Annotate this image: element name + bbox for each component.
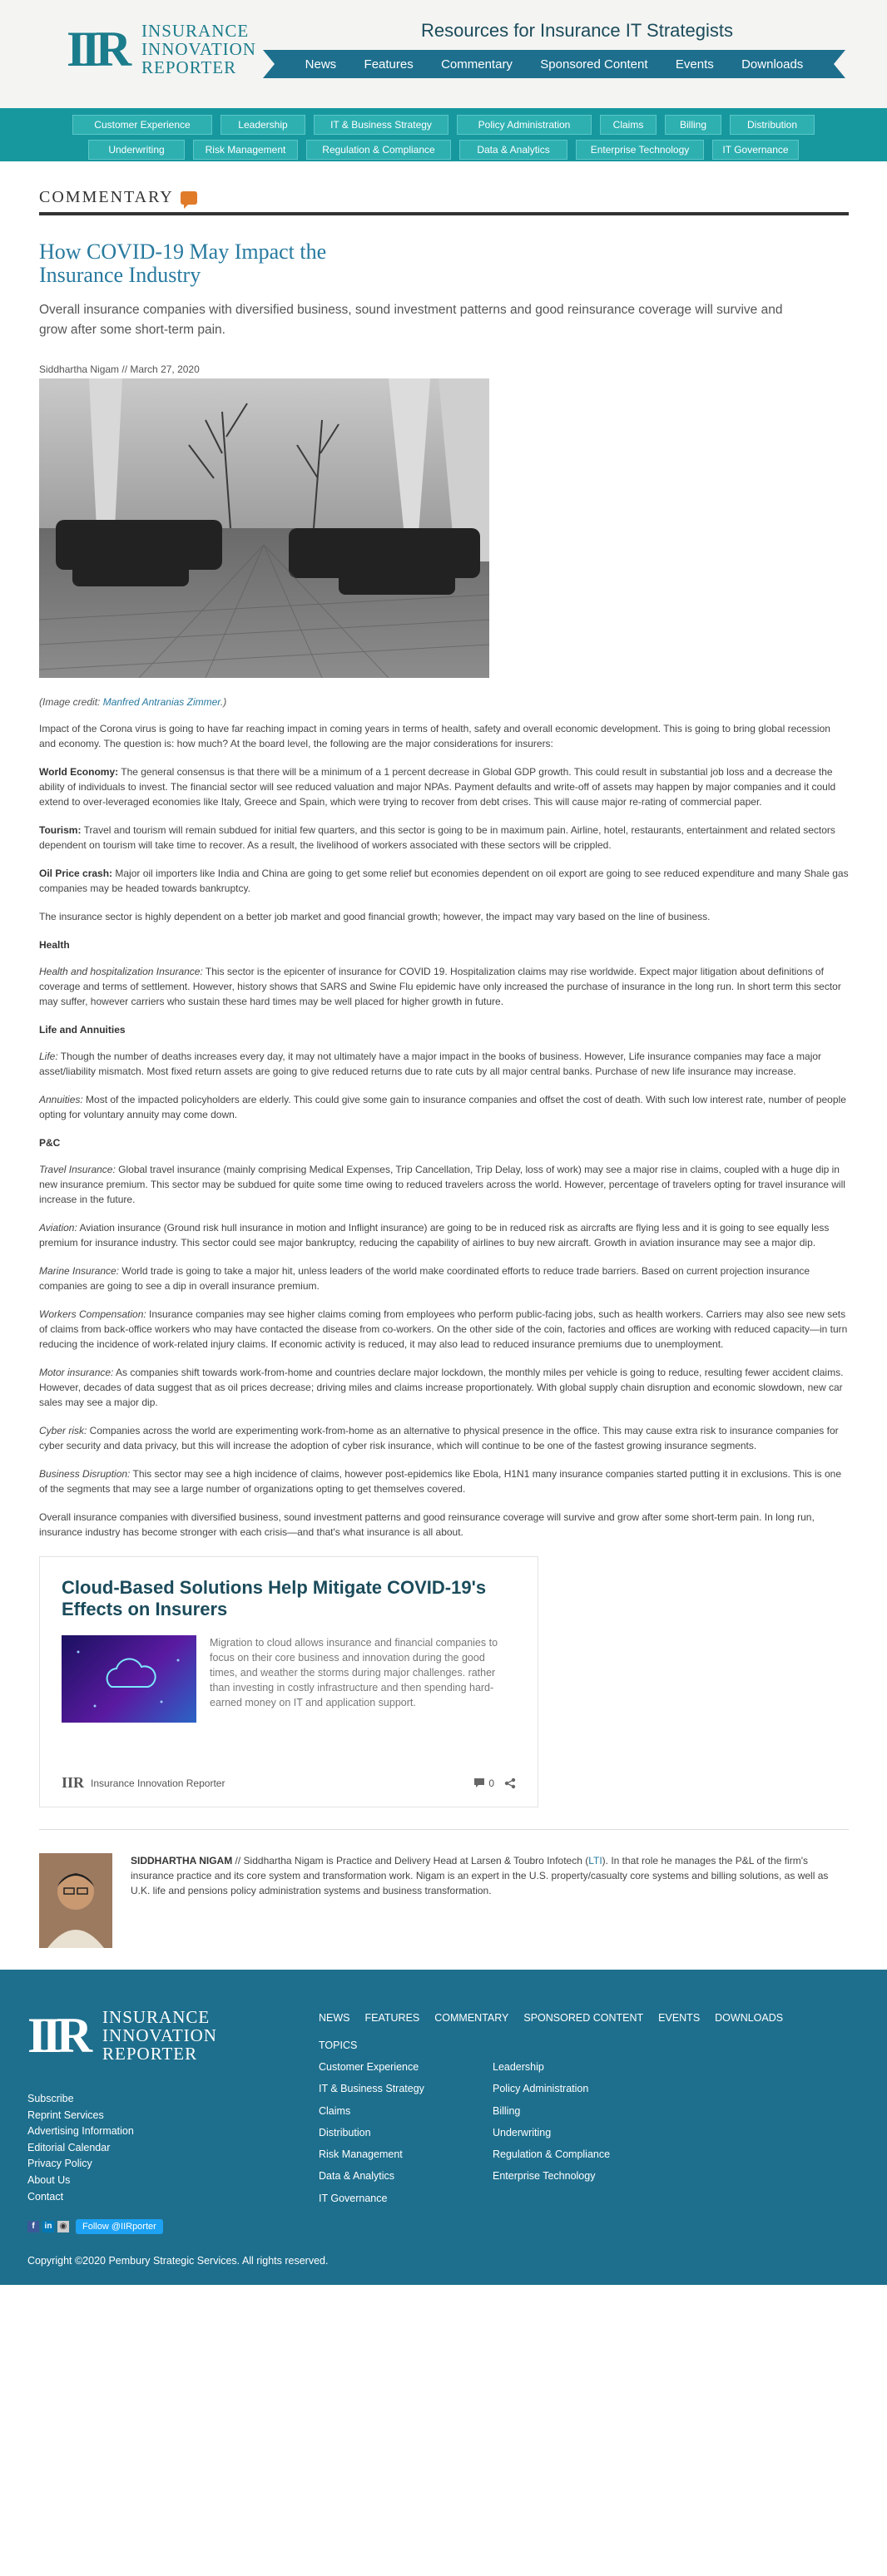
cafe-chairs-image — [39, 378, 489, 678]
heading-life: Life and Annuities — [39, 1024, 126, 1036]
image-credit-link[interactable]: Manfred Antranias Zimmer — [102, 696, 221, 708]
topic-risk-management[interactable]: Risk Management — [193, 140, 298, 160]
nav-sponsored-content[interactable]: Sponsored Content — [540, 57, 648, 72]
footer-topic[interactable]: Distribution — [319, 2126, 371, 2138]
paragraph-oil: Oil Price crash: Major oil importers like India and China are going to get some relief but economies dependent on oil export are going to see reduced expenditure and many Shale gas companies may be headed towards bankruptcy. — [39, 868, 849, 894]
paragraph-conclusion: Overall insurance companies with diversified business, sound investment patterns and good reinsurance coverage will survive and grow after some short-term pain. In long run, insurance industry has become stronger with each crisis—and that's what insurance is all about. — [39, 1511, 815, 1538]
comment-icon[interactable] — [473, 1777, 485, 1788]
article-photo — [39, 378, 489, 678]
footer-topic[interactable]: Data & Analytics — [319, 2170, 395, 2183]
article-main — [13, 188, 874, 1948]
nav-features[interactable]: Features — [364, 57, 414, 72]
article-title: How COVID-19 May Impact the Insurance Industry — [39, 240, 327, 287]
logo-mark: IIR — [67, 22, 127, 77]
footer-links — [27, 2091, 134, 2205]
site-footer — [0, 1970, 887, 2285]
topic-policy-administration[interactable]: Policy Administration — [457, 115, 592, 135]
topic-it-governance[interactable]: IT Governance — [712, 140, 799, 160]
topic-underwriting[interactable]: Underwriting — [88, 140, 185, 160]
footer-topics-col2 — [493, 2056, 610, 2188]
paragraph-health: Health and hospitalization Insurance: This sector is the epicenter of insurance for COVID 19. Hospitalization claims may rise worldwide. Expect major litigation about definitions of coverage and terms of settlement. However, history shows that SARS and Swine Flu epidemic have only increased the purchase of insurance in the long run. In short term this sector may suffer, however carriers who sustain these hard times may be well placed for higher growth in future. — [39, 966, 841, 1007]
footer-topic[interactable]: Customer Experience — [319, 2061, 419, 2073]
footer-topic[interactable]: Regulation & Compliance — [493, 2148, 611, 2161]
topic-nav — [0, 108, 887, 161]
image-credit: (Image credit: Manfred Antranias Zimmer.) — [39, 696, 227, 708]
paragraph-motor: Motor insurance: As companies shift towards work-from-home and countries declare major lockdown, the monthly miles per vehicle is going to reduce, resulting fewer accident claims. However, decades of data suggest that as oil prices decrease; driving miles and claims increase proportionately. With global supply chain disruption and economic slowdown, new car sales may see a major dip. — [39, 1367, 844, 1408]
author-company-link[interactable]: LTI — [588, 1855, 602, 1866]
logo-text: INSURANCE INNOVATION REPORTER — [141, 21, 256, 77]
author-photo — [39, 1853, 112, 1948]
footer-link-contact[interactable]: Contact — [27, 2190, 64, 2203]
footer-nav-sponsored[interactable]: SPONSORED CONTENT — [523, 2012, 644, 2024]
social-links — [27, 2219, 163, 2234]
topic-billing[interactable]: Billing — [665, 115, 721, 135]
author-avatar — [39, 1853, 112, 1948]
nav-events[interactable]: Events — [675, 57, 714, 72]
paragraph-business: Business Disruption: This sector may see a high incidence of claims, however post-epidemics like Ebola, H1N1 many insurance companies started putting it in exclusions. This is one of the segments that may see a large number of organizations opting to get themselves covered. — [39, 1468, 842, 1495]
footer-link-subscribe[interactable]: Subscribe — [27, 2093, 74, 2104]
footer-nav-events[interactable]: EVENTS — [658, 2012, 701, 2024]
paragraph-life: Life: Though the number of deaths increases every day, it may not ultimately have a major impact in the books of business. However, Life insurance companies may face a major asset/liability mismatch. Most fixed return assets are going to give reduced returns due to rate cuts by all major central banks. Purchase of new life insurance may increase. — [39, 1051, 822, 1077]
linkedin-icon[interactable]: in — [42, 2221, 54, 2232]
paragraph-workers: Workers Compensation: Insurance companies may see higher claims coming from employees who perform public-facing jobs, such as health workers. Carriers may also see new sets of claims from back-office workers who may have contacted the disease from co-workers. On the other side of the coin, factories and offices are working with reduced capacity—in turn reducing the incidence of work-related injury claims. If economic activity is reduced, it may also lead to reduced insurance premiums due to unemployment. — [39, 1308, 848, 1350]
topic-data-analytics[interactable]: Data & Analytics — [459, 140, 567, 160]
paragraph-annuities: Annuities: Most of the impacted policyholders are elderly. This could give some gain to insurance companies and offset the cost of death. With such low interest rate, number of people opting for voluntary annuity may come down. — [39, 1094, 846, 1120]
topic-enterprise-technology[interactable]: Enterprise Technology — [576, 140, 704, 160]
footer-link-privacy[interactable]: Privacy Policy — [27, 2158, 92, 2170]
paragraph-world-economy: World Economy: The general consensus is that there will be a minimum of a 1 percent decrease in Global GDP growth. This could result in substantial job loss and a decrease the ability of individuals to invest. The financial sector will see reduced valuation and major NPAs. Payment defaults and write-off of assets may happen by major companies and it could extend to over-leveraged economies like Italy, Greece and Spain, which were trying to recover from debt crises. This will cause major re-rating of commercial paper. — [39, 766, 836, 808]
paragraph-travel: Travel Insurance: Global travel insurance (mainly comprising Medical Expenses, Trip Cancellation, Trip Delay, loss of work) may see a major rise in claims, coupled with a huge dip in new insurance premium. This sector may be subdued for quite some time owing to reduced travelers across the world. However, percentage of travelers opting for travel insurance will increase in the future. — [39, 1164, 845, 1205]
footer-topic[interactable]: Enterprise Technology — [493, 2170, 596, 2183]
section-label: COMMENTARY — [39, 188, 174, 206]
cloud-icon — [62, 1635, 196, 1723]
source-logo: IIR — [62, 1774, 85, 1791]
nav-commentary[interactable]: Commentary — [441, 57, 513, 72]
site-logo[interactable] — [67, 22, 256, 77]
paragraph-marine: Marine Insurance: World trade is going to take a major hit, unless leaders of the world make coordinated efforts to reduce trade barriers. Based on current projection insurance companies are going to see a dip in overall insurance premium. — [39, 1265, 810, 1292]
topic-customer-experience[interactable]: Customer Experience — [72, 115, 212, 135]
comment-count: 0 — [488, 1777, 494, 1789]
footer-nav-downloads[interactable]: DOWNLOADS — [715, 2012, 784, 2024]
related-article-card[interactable] — [39, 1556, 538, 1807]
footer-nav-features[interactable]: FEATURES — [364, 2012, 420, 2024]
paragraph-aviation: Aviation: Aviation insurance (Ground risk hull insurance in motion and Inflight insurance) are going to be in reduced risk as aircrafts are flying less and it is going to see equally less premium for insurance industry. This sector could see major bankruptcy, reducing the capability of airlines to buy new aircraft. Growth in aviation insurance may see a major dip. — [39, 1222, 830, 1248]
topic-distribution[interactable]: Distribution — [730, 115, 815, 135]
author-box — [39, 1829, 849, 1948]
topic-regulation-compliance[interactable]: Regulation & Compliance — [306, 140, 451, 160]
footer-topic[interactable]: IT Governance — [319, 2192, 388, 2204]
site-header — [0, 0, 887, 108]
paragraph-sector: The insurance sector is highly dependent on a better job market and good financial growth; however, the impact may vary based on the line of business. — [39, 911, 711, 922]
twitter-follow-button[interactable]: Follow @IIRporter — [76, 2219, 163, 2234]
footer-nav-commentary[interactable]: COMMENTARY — [434, 2012, 509, 2024]
footer-topic[interactable]: Risk Management — [319, 2148, 403, 2161]
footer-link-reprints[interactable]: Reprint Services — [27, 2109, 104, 2121]
topic-claims[interactable]: Claims — [600, 115, 657, 135]
footer-topics-col1 — [319, 2056, 424, 2209]
footer-topics-heading: TOPICS — [319, 2040, 358, 2051]
author-name: SIDDHARTHA NIGAM — [131, 1855, 233, 1866]
footer-topic[interactable]: Billing — [493, 2104, 521, 2117]
facebook-icon[interactable]: f — [27, 2221, 39, 2232]
footer-logo[interactable]: IIR INSURANCE INNOVATION REPORTER — [27, 2007, 217, 2064]
paragraph-cyber: Cyber risk: Companies across the world are experimenting work-from-home as an alternative to physical presence in the office. This may cause extra risk to insurance companies for cyber security and data privacy, but this will increase the adoption of cyber risk insurance, which will continue to be one of the fastest growing insurance segments. — [39, 1425, 839, 1451]
footer-link-advertising[interactable]: Advertising Information — [27, 2125, 134, 2138]
related-source: Insurance Innovation Reporter — [91, 1777, 225, 1789]
footer-nav — [319, 2012, 783, 2024]
related-text: Migration to cloud allows insurance and financial companies to focus on their core business and innovation during the good times, and weather the storms during major challenges. rather than investing in costly infrastructure and then spending hard-earned money on IT and application support. — [210, 1637, 498, 1708]
copyright: Copyright ©2020 Pembury Strategic Services. All rights reserved. — [27, 2255, 329, 2267]
paragraph-tourism: Tourism: Travel and tourism will remain subdued for initial few quarters, and this sector is going to be in maximum pain. Airline, hotel, restaurants, entertainment and related sectors dependent on tourism will take time to recover. As a result, the livelihood of workers associated with these sectors will be crippled. — [39, 824, 835, 851]
main-nav — [275, 50, 834, 78]
topic-it-business-strategy[interactable]: IT & Business Strategy — [314, 115, 448, 135]
related-title[interactable]: Cloud-Based Solutions Help Mitigate COVID-19's Effects on Insurers — [62, 1577, 487, 1619]
topic-leadership[interactable]: Leadership — [221, 115, 305, 135]
footer-topic[interactable]: Leadership — [493, 2061, 544, 2073]
article-byline: Siddhartha Nigam // March 27, 2020 — [39, 363, 200, 375]
heading-pc: P&C — [39, 1137, 61, 1149]
related-footer — [62, 1774, 516, 1792]
site-tagline: Resources for Insurance IT Strategists — [421, 20, 733, 41]
comment-bubble-icon — [181, 191, 197, 205]
footer-topic[interactable]: IT & Business Strategy — [319, 2083, 424, 2095]
footer-topic[interactable]: Policy Administration — [493, 2083, 589, 2095]
article-subhead: Overall insurance companies with diversified business, sound investment patterns and good reinsurance coverage will survive and grow after some short-term pain. — [39, 303, 783, 337]
footer-topic[interactable]: Underwriting — [493, 2126, 552, 2138]
footer-nav-news[interactable]: NEWS — [319, 2012, 350, 2024]
nav-news[interactable]: News — [305, 57, 337, 72]
heading-health: Health — [39, 939, 70, 951]
author-bio: SIDDHARTHA NIGAM // Siddhartha Nigam is Practice and Delivery Head at Larsen & Toubro Infotech (LTI). In that role he manages the P&L of the firm's insurance practice and its core system and transformation work. Nigam is an expert in the U.S. property/casualty core systems and billing solutions, as well as U.K. life and pensions policy administration systems and business transformation. — [131, 1855, 829, 1896]
article-intro: Impact of the Corona virus is going to have far reaching impact in coming years in terms of health, safety and overall economic development. This is going to bring global recession and economy. The question is: how much? At the board level, the following are the major considerations for insurers: — [39, 723, 830, 749]
footer-link-editorial-calendar[interactable]: Editorial Calendar — [27, 2141, 111, 2153]
rss-icon[interactable]: ◉ — [57, 2221, 69, 2232]
nav-downloads[interactable]: Downloads — [741, 57, 804, 72]
footer-topic[interactable]: Claims — [319, 2104, 351, 2117]
cloud-image[interactable] — [62, 1635, 196, 1723]
footer-link-about[interactable]: About Us — [27, 2173, 71, 2186]
section-header — [39, 188, 849, 207]
section-rule — [39, 212, 849, 215]
share-icon[interactable] — [504, 1777, 516, 1789]
